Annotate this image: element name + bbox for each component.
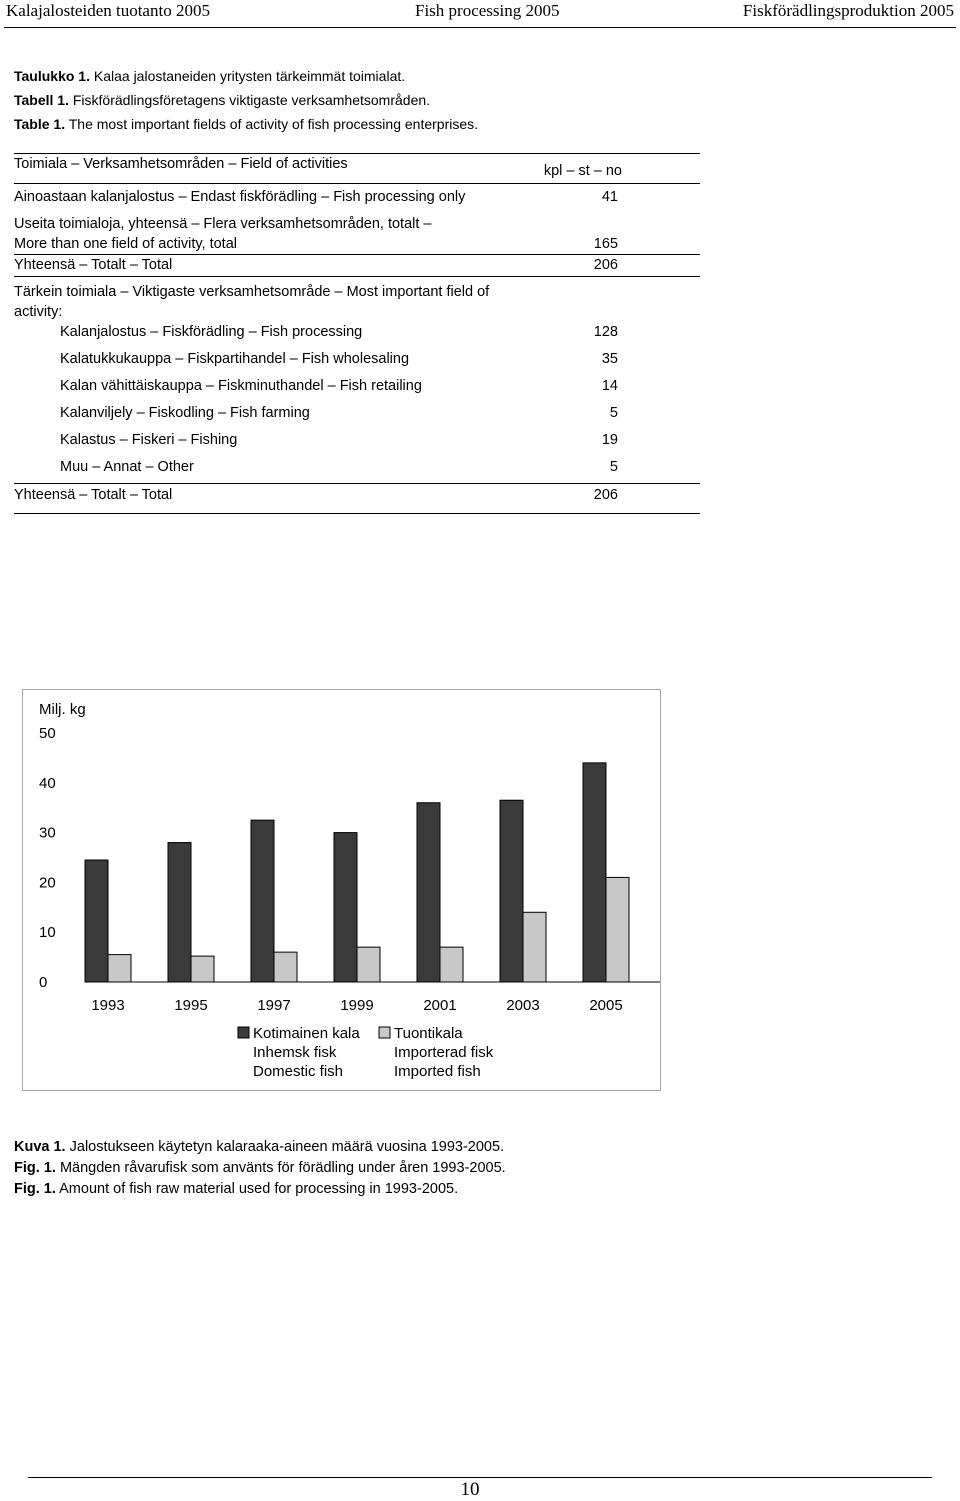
row-value: 206 <box>593 487 618 503</box>
x-tick-label: 1999 <box>340 997 374 1014</box>
unit-header: kpl – st – no <box>543 163 622 179</box>
x-tick-label: 2003 <box>506 997 540 1014</box>
row-label: Tärkein toimiala – Viktigaste verksamhetsområde – Most important field of <box>14 284 490 300</box>
table-rule-bottom <box>14 513 700 514</box>
bar-imported <box>606 877 629 982</box>
bar-domestic <box>417 803 440 982</box>
row-label: Kalan vähittäiskauppa – Fiskminuthandel – Fish retailing <box>60 378 422 394</box>
y-tick-label: 0 <box>39 974 48 991</box>
y-tick-label: 10 <box>39 924 56 942</box>
row-label: Kalanviljely – Fiskodling – Fish farming <box>60 405 310 421</box>
row-value: 41 <box>601 189 618 205</box>
row-value: 35 <box>601 351 618 367</box>
row-value: 206 <box>593 257 618 273</box>
table-caption <box>14 64 478 136</box>
y-tick-label: 20 <box>39 874 56 892</box>
row-label: Yhteensä – Totalt – Total <box>14 487 173 503</box>
header-left: Kalajalosteiden tuotanto 2005 <box>6 1 210 20</box>
table-caption-en: Table 1. The most important fields of activity of fish processing enterprises. <box>14 116 479 132</box>
row-label: Ainoastaan kalanjalostus – Endast fiskförädling – Fish processing only <box>14 189 466 205</box>
row-label: Kalastus – Fiskeri – Fishing <box>60 432 238 448</box>
row-value: 5 <box>609 405 618 421</box>
figure-caption-en: Fig. 1. Amount of fish raw material used for processing in 1993-2005. <box>14 1181 459 1197</box>
bar-domestic <box>168 843 191 982</box>
y-tick-label: 50 <box>39 725 56 742</box>
figure-caption <box>14 1137 506 1200</box>
footer-rule <box>28 1477 932 1478</box>
table-rule-top <box>14 153 700 154</box>
figure-caption-fi: Kuva 1. Jalostukseen käytetyn kalaraaka-aineen määrä vuosina 1993-2005. <box>14 1139 505 1155</box>
x-tick-label: 2005 <box>589 997 623 1014</box>
bar-imported <box>523 912 546 982</box>
bar-chart-svg <box>23 690 660 1090</box>
bar-imported <box>108 955 131 982</box>
bar-imported <box>440 947 463 982</box>
row-value: 14 <box>601 378 618 394</box>
row-label: Yhteensä – Totalt – Total <box>14 257 173 273</box>
table-rule <box>14 276 700 277</box>
row-label: Muu – Annat – Other <box>60 459 194 475</box>
row-value: 5 <box>609 459 618 475</box>
legend-label: Domestic fish <box>253 1063 344 1080</box>
row-label: More than one field of activity, total <box>14 236 237 252</box>
legend-label: Importerad fisk <box>394 1044 494 1061</box>
legend-label: Imported fish <box>394 1063 481 1080</box>
row-value: 128 <box>593 324 618 340</box>
running-header <box>0 0 960 28</box>
legend-swatch <box>238 1027 249 1038</box>
row-label: Useita toimialoja, yhteensä – Flera verksamhetsområden, totalt – <box>14 216 432 232</box>
bar-domestic <box>583 763 606 982</box>
y-tick-label: 40 <box>39 774 56 792</box>
table-caption-sv: Tabell 1. Fiskförädlingsföretagens viktigaste verksamhetsområden. <box>14 92 431 108</box>
table-rule-header <box>14 183 700 184</box>
row-label: activity: <box>14 304 63 320</box>
bar-imported <box>274 952 297 982</box>
row-value: 165 <box>593 236 618 252</box>
bar-domestic <box>500 800 523 982</box>
bar-domestic <box>334 833 357 982</box>
bar-chart <box>22 689 661 1091</box>
x-tick-label: 1995 <box>174 997 208 1014</box>
header-center: Fish processing 2005 <box>415 1 560 20</box>
row-label: Kalanjalostus – Fiskförädling – Fish processing <box>60 324 363 340</box>
bar-domestic <box>251 820 274 982</box>
table-rule <box>14 483 700 484</box>
row-value: 19 <box>601 432 618 448</box>
page-number: 10 <box>460 1479 480 1500</box>
y-tick-label: 30 <box>39 824 56 842</box>
x-tick-label: 1993 <box>91 997 125 1014</box>
column-header: Toimiala – Verksamhetsområden – Field of activities <box>14 156 348 172</box>
header-rule <box>4 27 956 28</box>
x-tick-label: 2001 <box>423 997 457 1014</box>
y-axis-label: Milj. kg <box>39 701 86 718</box>
figure-caption-sv: Fig. 1. Mängden råvarufisk som använts för förädling under åren 1993-2005. <box>14 1160 506 1176</box>
bar-imported <box>357 947 380 982</box>
legend-label: Tuontikala <box>394 1025 463 1042</box>
legend-label: Inhemsk fisk <box>253 1044 337 1061</box>
legend-swatch <box>379 1027 390 1038</box>
legend-label: Kotimainen kala <box>253 1025 360 1042</box>
bar-domestic <box>85 860 108 982</box>
bar-imported <box>191 956 214 982</box>
table-caption-fi: Taulukko 1. Kalaa jalostaneiden yritysten tärkeimmät toimialat. <box>14 68 406 84</box>
x-tick-label: 1997 <box>257 997 291 1014</box>
table-rule <box>14 254 700 255</box>
header-right: Fiskförädlingsproduktion 2005 <box>742 1 954 20</box>
row-label: Kalatukkukauppa – Fiskpartihandel – Fish wholesaling <box>60 351 410 367</box>
